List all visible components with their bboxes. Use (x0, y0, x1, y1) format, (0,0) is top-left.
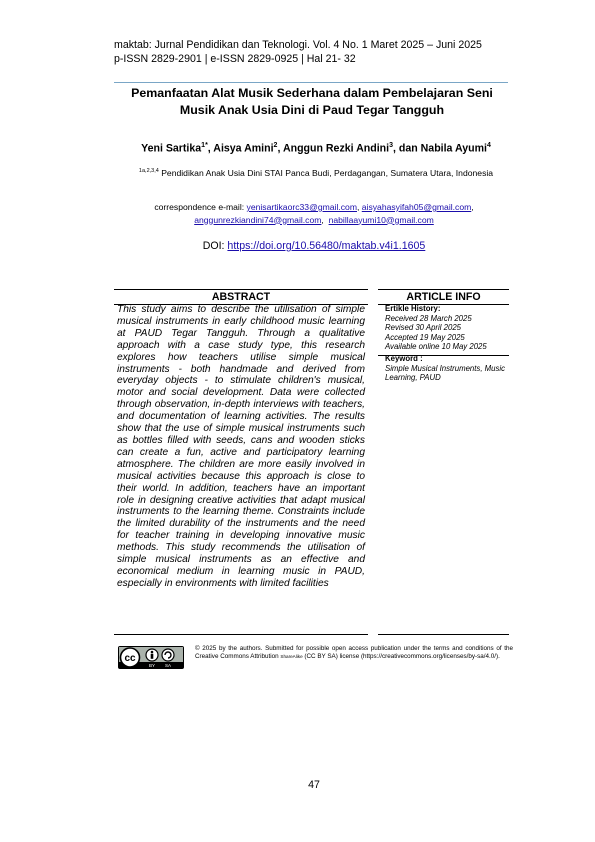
author-4-sup: 4 (486, 142, 491, 149)
author-1-sup: 1* (201, 142, 208, 149)
correspondence: correspondence e-mail: yenisartikaorc33@gmail.com, aisyahasyifah05@gmail.com, anggunrezkiandini74@gmail.com, nabillaayumi10@gmail.com (154, 202, 474, 225)
email-link-1[interactable]: yenisartikaorc33@gmail.com (246, 202, 357, 212)
accepted-date: Accepted 19 May 2025 (385, 332, 465, 342)
abstract-heading: ABSTRACT (114, 289, 368, 305)
license-text-2: (CC BY SA) license (https://creativecommons.org/licenses/by-sa/4.0/). (304, 653, 500, 661)
abstract-bottom-rule (114, 634, 368, 635)
by-badge-text: BY (148, 663, 156, 668)
author-4: Nabila Ayumi (420, 142, 487, 155)
affiliation-text: Pendidikan Anak Usia Dini STAI Panca Budi, Perdagangan, Sumatera Utara, Indonesia (161, 167, 494, 178)
paper-title (110, 85, 514, 119)
history-label: Ertikle History: (385, 304, 441, 313)
article-info-separator (378, 355, 509, 356)
license-text-1: © 2025 by the authors. Submitted for possible open access publication under the terms and conditions of the Creative Commons Attribution (195, 645, 513, 661)
doi (114, 240, 514, 252)
correspondence-label: correspondence e-mail: (154, 202, 245, 212)
header-rule (114, 82, 508, 83)
author-and: , dan (392, 142, 421, 155)
article-info-bottom-rule (378, 634, 509, 635)
doi-label: DOI: (202, 240, 225, 252)
email-link-4[interactable]: nabillaayumi10@gmail.com (328, 214, 434, 225)
cc-license-badge[interactable] (118, 646, 184, 669)
keyword-label: Keyword : (385, 353, 423, 363)
author-3: Anggun Rezki Andini (282, 142, 390, 155)
author-2-sup: 2 (273, 142, 278, 149)
received-date: Received 28 March 2025 (385, 313, 472, 323)
journal-header (114, 38, 514, 66)
article-info (385, 304, 507, 383)
author-list: Yeni Sartika$^{1*}$, Aisya Amini$^2$, Anggun Rezki Andini$^3$, dan Nabila Ayumi$^4$ (141, 142, 491, 155)
sa-badge-text: SA (164, 663, 172, 668)
page-number: 47 (308, 779, 320, 791)
license-text (195, 645, 513, 661)
author-2: Aisya Amini (213, 142, 274, 155)
keywords: Simple Musical Instruments, Music Learning, PAUD (385, 363, 506, 383)
cc-by-sa-icon (118, 646, 184, 669)
journal-citation: maktab: Jurnal Pendidikan dan Teknologi. Vol. 4 No. 1 Maret 2025 – Juni 2025 (114, 39, 482, 51)
online-date: Available online 10 May 2025 (385, 342, 487, 352)
email-link-3[interactable]: anggunrezkiandini74@gmail.com (194, 214, 322, 225)
cc-badge-text: cc (124, 653, 136, 664)
paper-title-line-2: Musik Anak Usia Dini di Paud Tegar Tangguh (179, 103, 445, 117)
author-3-sup: 3 (389, 142, 393, 149)
abstract-text: This study aims to describe the utilisation of simple musical instruments in early childhood music learning at PAUD Tegar Tangguh. Through a qualitative approach with a case study type, this research explores how teachers utilise simple musical instruments - both handmade and derived from everyday objects - to stimulate children's musical, motor and social development. Data were collected through observation, in-depth interviews with teachers, and documentation of learning activities. The results show that the use of simple musical instruments such as bottles filled with seeds, cans and wooden sticks can create a fun, active and participatory learning atmosphere. The children are more easily involved in musical activities because this approach is close to their world. In addition, teachers have an important role in designing creative activities that adapt musical instruments to the learning theme. Constraints include the limited durability of the instruments and the need for teacher training in developing innovative music methods. This study recommends the utilisation of simple musical instruments as an effective and economical medium in learning music in PAUD, especially in environments with limited facilities (117, 304, 365, 589)
license-sharealike: ShareAlike (280, 654, 303, 660)
journal-issn: p-ISSN 2829-2901 | e-ISSN 2829-0925 | Hal 21- 32 (114, 53, 356, 65)
revised-date: Revised 30 April 2025 (385, 323, 461, 333)
affiliation-sup: 1a,2,3,4 (138, 168, 159, 174)
paper-title-line-1: Pemanfaatan Alat Musik Sederhana dalam Pembelajaran Seni (131, 86, 493, 100)
affiliation (124, 165, 508, 179)
author-1: Yeni Sartika (141, 142, 202, 155)
email-link-2[interactable]: aisyahasyifah05@gmail.com (361, 202, 472, 212)
article-info-heading: ARTICLE INFO (378, 289, 509, 305)
doi-link[interactable]: https://doi.org/10.56480/maktab.v4i1.1605 (227, 240, 426, 252)
